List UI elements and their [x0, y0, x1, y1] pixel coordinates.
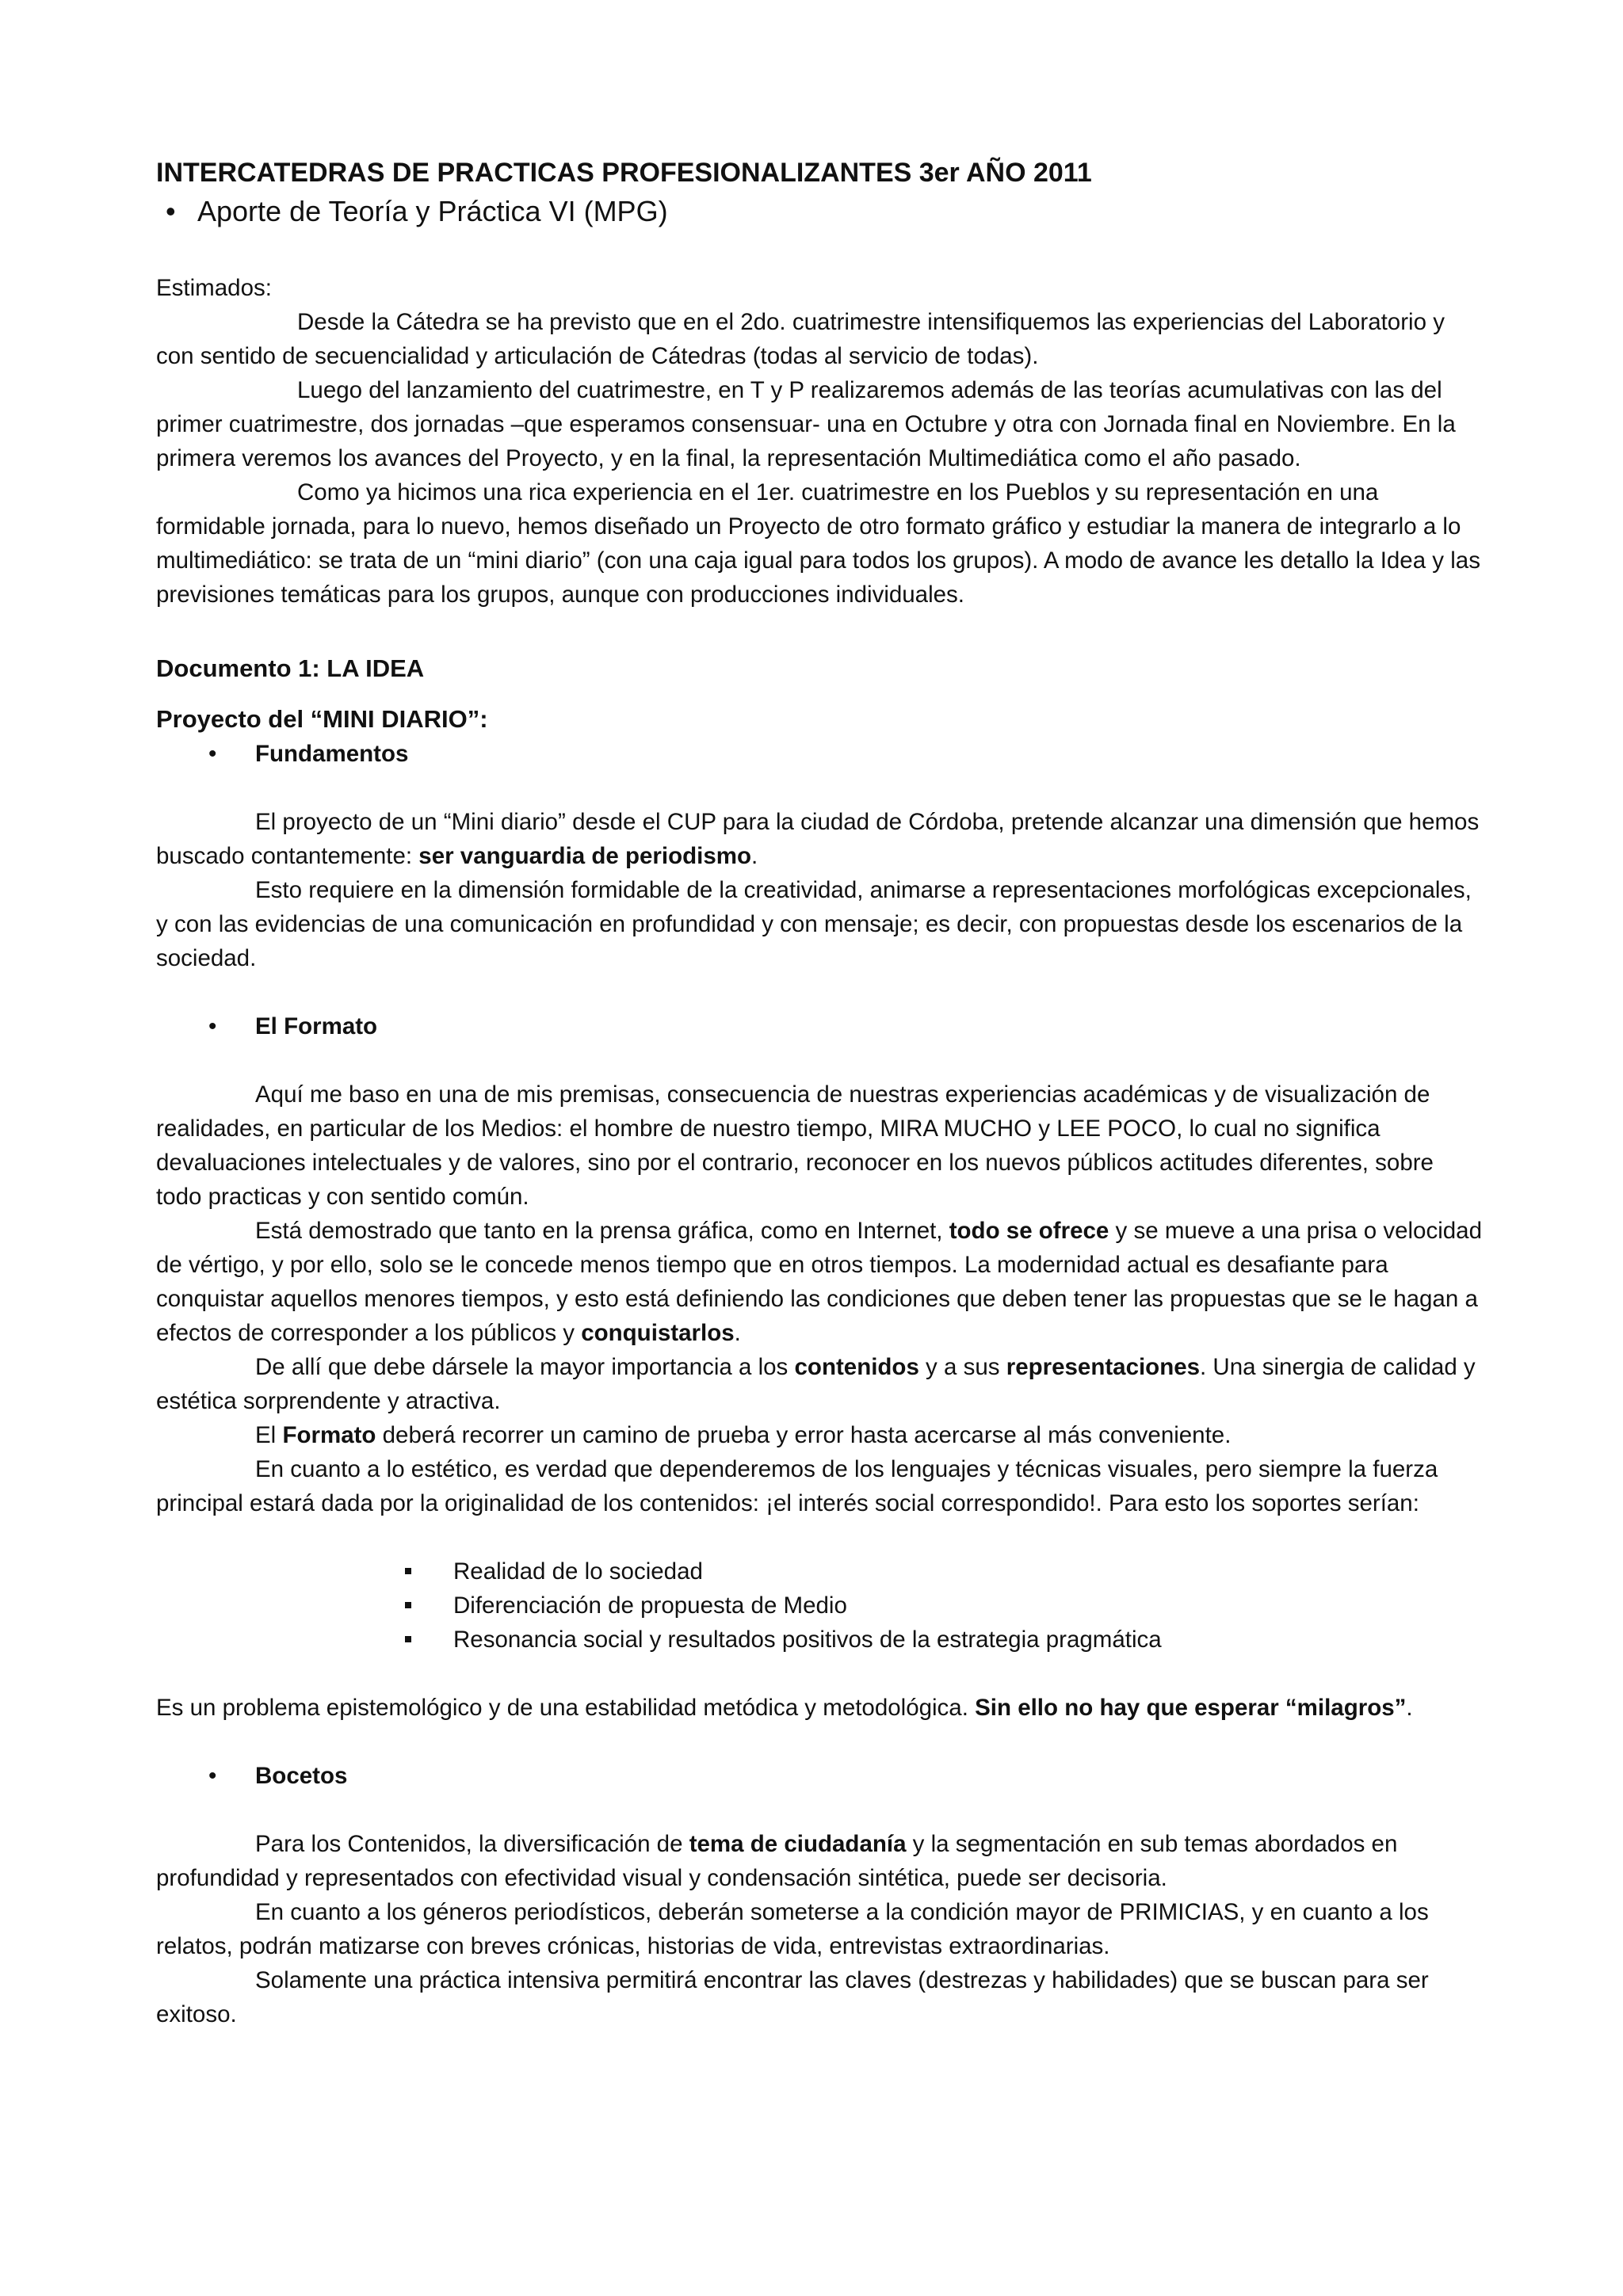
intro-paragraph-3: Como ya hicimos una rica experiencia en el 1er. cuatrimestre en los Pueblos y su representación en una formidable jornada, para lo nuevo, hemos diseñado un Proyecto de otro formato gráfico y estudiar la manera de integrarlo a lo multimediático: se trata de un “mini diario” (con una caja igual para todos los grupos). A modo de avance les detallo la Idea y las previsiones temáticas para los grupos, aunque con producciones individuales. [156, 479, 1480, 608]
section-fundamentos [156, 737, 1484, 771]
bullet-icon: • [208, 741, 217, 767]
intro-paragraph-1: Desde la Cátedra se ha previsto que en el 2do. cuatrimestre intensifiquemos las experiencias del Laboratorio y con sentido de secuencialidad y articulación de Cátedras (todas al servicio de todas). [156, 309, 1445, 369]
formato-paragraph-6: Es un problema epistemológico y de una estabilidad metódica y metodológica. Sin ello no hay que esperar “milagros”. [156, 1695, 1413, 1721]
document-subtitle [166, 193, 1484, 230]
subtitle-text: Aporte de Teoría y Práctica VI (MPG) [197, 195, 668, 227]
bocetos-paragraph-1: Para los Contenidos, la diversificación de tema de ciudadanía y la segmentación en sub temas abordados en profundidad y representados con efectividad visual y condensación sintética, puede ser decisoria. [156, 1831, 1398, 1891]
bullet-icon: • [208, 1763, 217, 1789]
list-item: Resonancia social y resultados positivos de la estrategia pragmática [156, 1623, 1484, 1657]
square-bullet-icon [405, 1602, 411, 1608]
fundamentos-paragraph-1: El proyecto de un “Mini diario” desde el CUP para la ciudad de Córdoba, pretende alcanzar una dimensión que hemos buscado contantemente: ser vanguardia de periodismo. [156, 809, 1480, 869]
document-heading: Documento 1: LA IDEA [156, 654, 425, 682]
bocetos-paragraph-2: En cuanto a los géneros periodísticos, deberán someterse a la condición mayor de PRIMICIAS, y en cuanto a los relatos, podrán matizarse con breves crónicas, historias de vida, entrevistas extraordinarias. [156, 1899, 1429, 1959]
salutation: Estimados: [156, 275, 272, 301]
square-bullet-icon [405, 1568, 411, 1574]
project-heading: Proyecto del “MINI DIARIO”: [156, 705, 488, 733]
bullet-icon: • [166, 195, 176, 227]
document-title: INTERCATEDRAS DE PRACTICAS PROFESIONALIZANTES 3er AÑO 2011 [156, 158, 1092, 188]
bocetos-paragraph-3: Solamente una práctica intensiva permitirá encontrar las claves (destrezas y habilidades) que se buscan para ser exitoso. [156, 1967, 1429, 2027]
document-page [156, 155, 1484, 2031]
section-formato [156, 1009, 1484, 1043]
formato-paragraph-1: Aquí me baso en una de mis premisas, consecuencia de nuestras experiencias académicas y de visualización de realidades, en particular de los Medios: el hombre de nuestro tiempo, MIRA MUCHO y LEE POCO, lo cual no significa devaluaciones intelectuales y de valores, sino por el contrario, reconocer en los nuevos públicos actitudes diferentes, sobre todo practicas y con sentido común. [156, 1081, 1434, 1210]
section-label: Fundamentos [255, 741, 409, 767]
bullet-icon: • [208, 1013, 217, 1039]
formato-paragraph-4: El Formato deberá recorrer un camino de prueba y error hasta acercarse al más conveniente. [255, 1422, 1232, 1448]
section-label: El Formato [255, 1013, 378, 1039]
list-item: Realidad de lo sociedad [156, 1554, 1484, 1589]
fundamentos-paragraph-2: Esto requiere en la dimensión formidable de la creatividad, animarse a representaciones morfológicas excepcionales, y con las evidencias de una comunicación en profundidad y con mensaje; es decir, con propuestas desde los escenarios de la sociedad. [156, 877, 1472, 971]
formato-paragraph-5: En cuanto a lo estético, es verdad que dependeremos de los lenguajes y técnicas visuales, pero siempre la fuerza principal estará dada por la originalidad de los contenidos: ¡el interés social correspondido!. Para esto los soportes serían: [156, 1456, 1438, 1516]
intro-paragraph-2: Luego del lanzamiento del cuatrimestre, en T y P realizaremos además de las teorías acumulativas con las del primer cuatrimestre, dos jornadas –que esperamos consensuar- una en Octubre y otra con Jornada final en Noviembre. En la primera veremos los avances del Proyecto, y en la final, la representación Multimediática como el año pasado. [156, 377, 1456, 471]
formato-paragraph-2: Está demostrado que tanto en la prensa gráfica, como en Internet, todo se ofrece y se mueve a una prisa o velocidad de vértigo, y por ello, solo se le concede menos tiempo que en otros tiempos. La modernidad actual es desafiante para conquistar aquellos menores tiempos, y esto está definiendo las condiciones que deben tener las propuestas que se le hagan a efectos de corresponder a los públicos y conquistarlos. [156, 1218, 1482, 1346]
supports-list [156, 1554, 1484, 1657]
section-label: Bocetos [255, 1763, 348, 1789]
list-item: Diferenciación de propuesta de Medio [156, 1589, 1484, 1623]
formato-paragraph-3: De allí que debe dársele la mayor importancia a los contenidos y a sus representaciones. Una sinergia de calidad y estética sorprendente y atractiva. [156, 1354, 1476, 1414]
section-bocetos [156, 1759, 1484, 1793]
square-bullet-icon [405, 1636, 411, 1642]
